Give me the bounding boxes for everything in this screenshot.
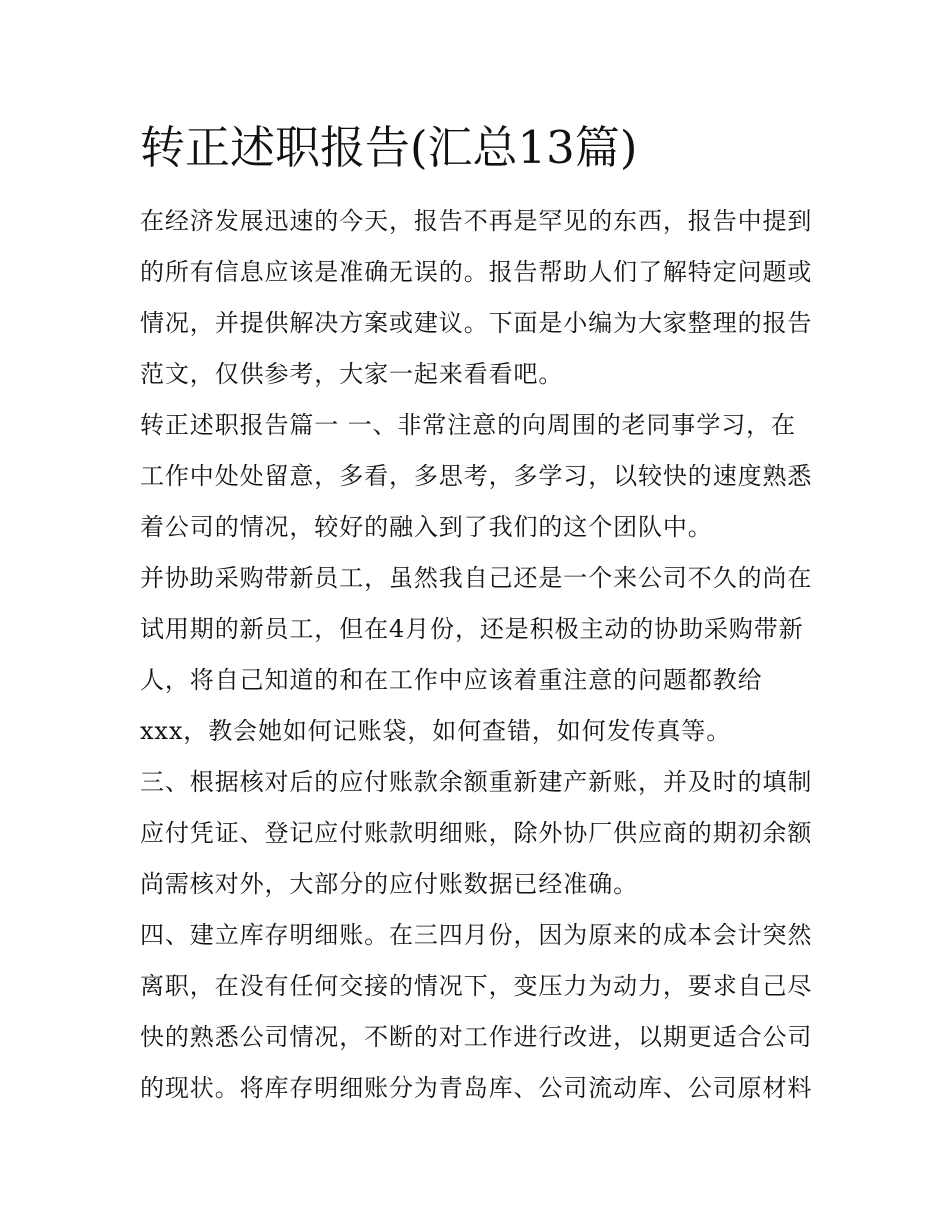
paragraph-line: xxx，教会她如何记账袋，如何查错，如何发传真等。 xyxy=(140,717,732,745)
paragraph-line: 转正述职报告篇一 一、非常注意的向周围的老同事学习，在 xyxy=(140,411,796,439)
paragraph-line: 的现状。将库存明细账分为青岛库、公司流动库、公司原材料 xyxy=(140,1074,813,1102)
paragraph-line: 在经济发展迅速的今天，报告不再是罕见的东西，报告中提到 xyxy=(140,207,813,235)
document-title: 转正述职报告(汇总13篇) xyxy=(140,121,638,174)
paragraph-line: 应付凭证、登记应付账款明细账，除外协厂供应商的期初余额 xyxy=(140,819,813,847)
paragraph-line: 并协助采购带新员工，虽然我自己还是一个来公司不久的尚在 xyxy=(140,564,813,592)
paragraph-line: 情况，并提供解决方案或建议。下面是小编为大家整理的报告 xyxy=(140,309,813,337)
paragraph-line: 范文，仅供参考，大家一起来看看吧。 xyxy=(140,360,564,388)
paragraph-line: 人，将自己知道的和在工作中应该着重注意的问题都教给 xyxy=(140,666,763,694)
paragraph-line: 尚需核对外，大部分的应付账数据已经准确。 xyxy=(140,870,638,898)
paragraph-line: 快的熟悉公司情况，不断的对工作进行改进，以期更适合公司 xyxy=(140,1023,813,1051)
paragraph-line: 工作中处处留意，多看，多思考，多学习，以较快的速度熟悉 xyxy=(140,462,813,490)
paragraph-line: 四、建立库存明细账。在三四月份，因为原来的成本会计突然 xyxy=(140,921,813,949)
paragraph-line: 离职，在没有任何交接的情况下，变压力为动力，要求自己尽 xyxy=(140,972,813,1000)
paragraph-line: 试用期的新员工，但在4月份，还是积极主动的协助采购带新 xyxy=(140,615,804,643)
paragraph-line: 着公司的情况，较好的融入到了我们的这个团队中。 xyxy=(140,513,713,541)
paragraph-line: 的所有信息应该是准确无误的。报告帮助人们了解特定问题或 xyxy=(140,258,813,286)
paragraph-line: 三、根据核对后的应付账款余额重新建产新账，并及时的填制 xyxy=(140,768,813,796)
